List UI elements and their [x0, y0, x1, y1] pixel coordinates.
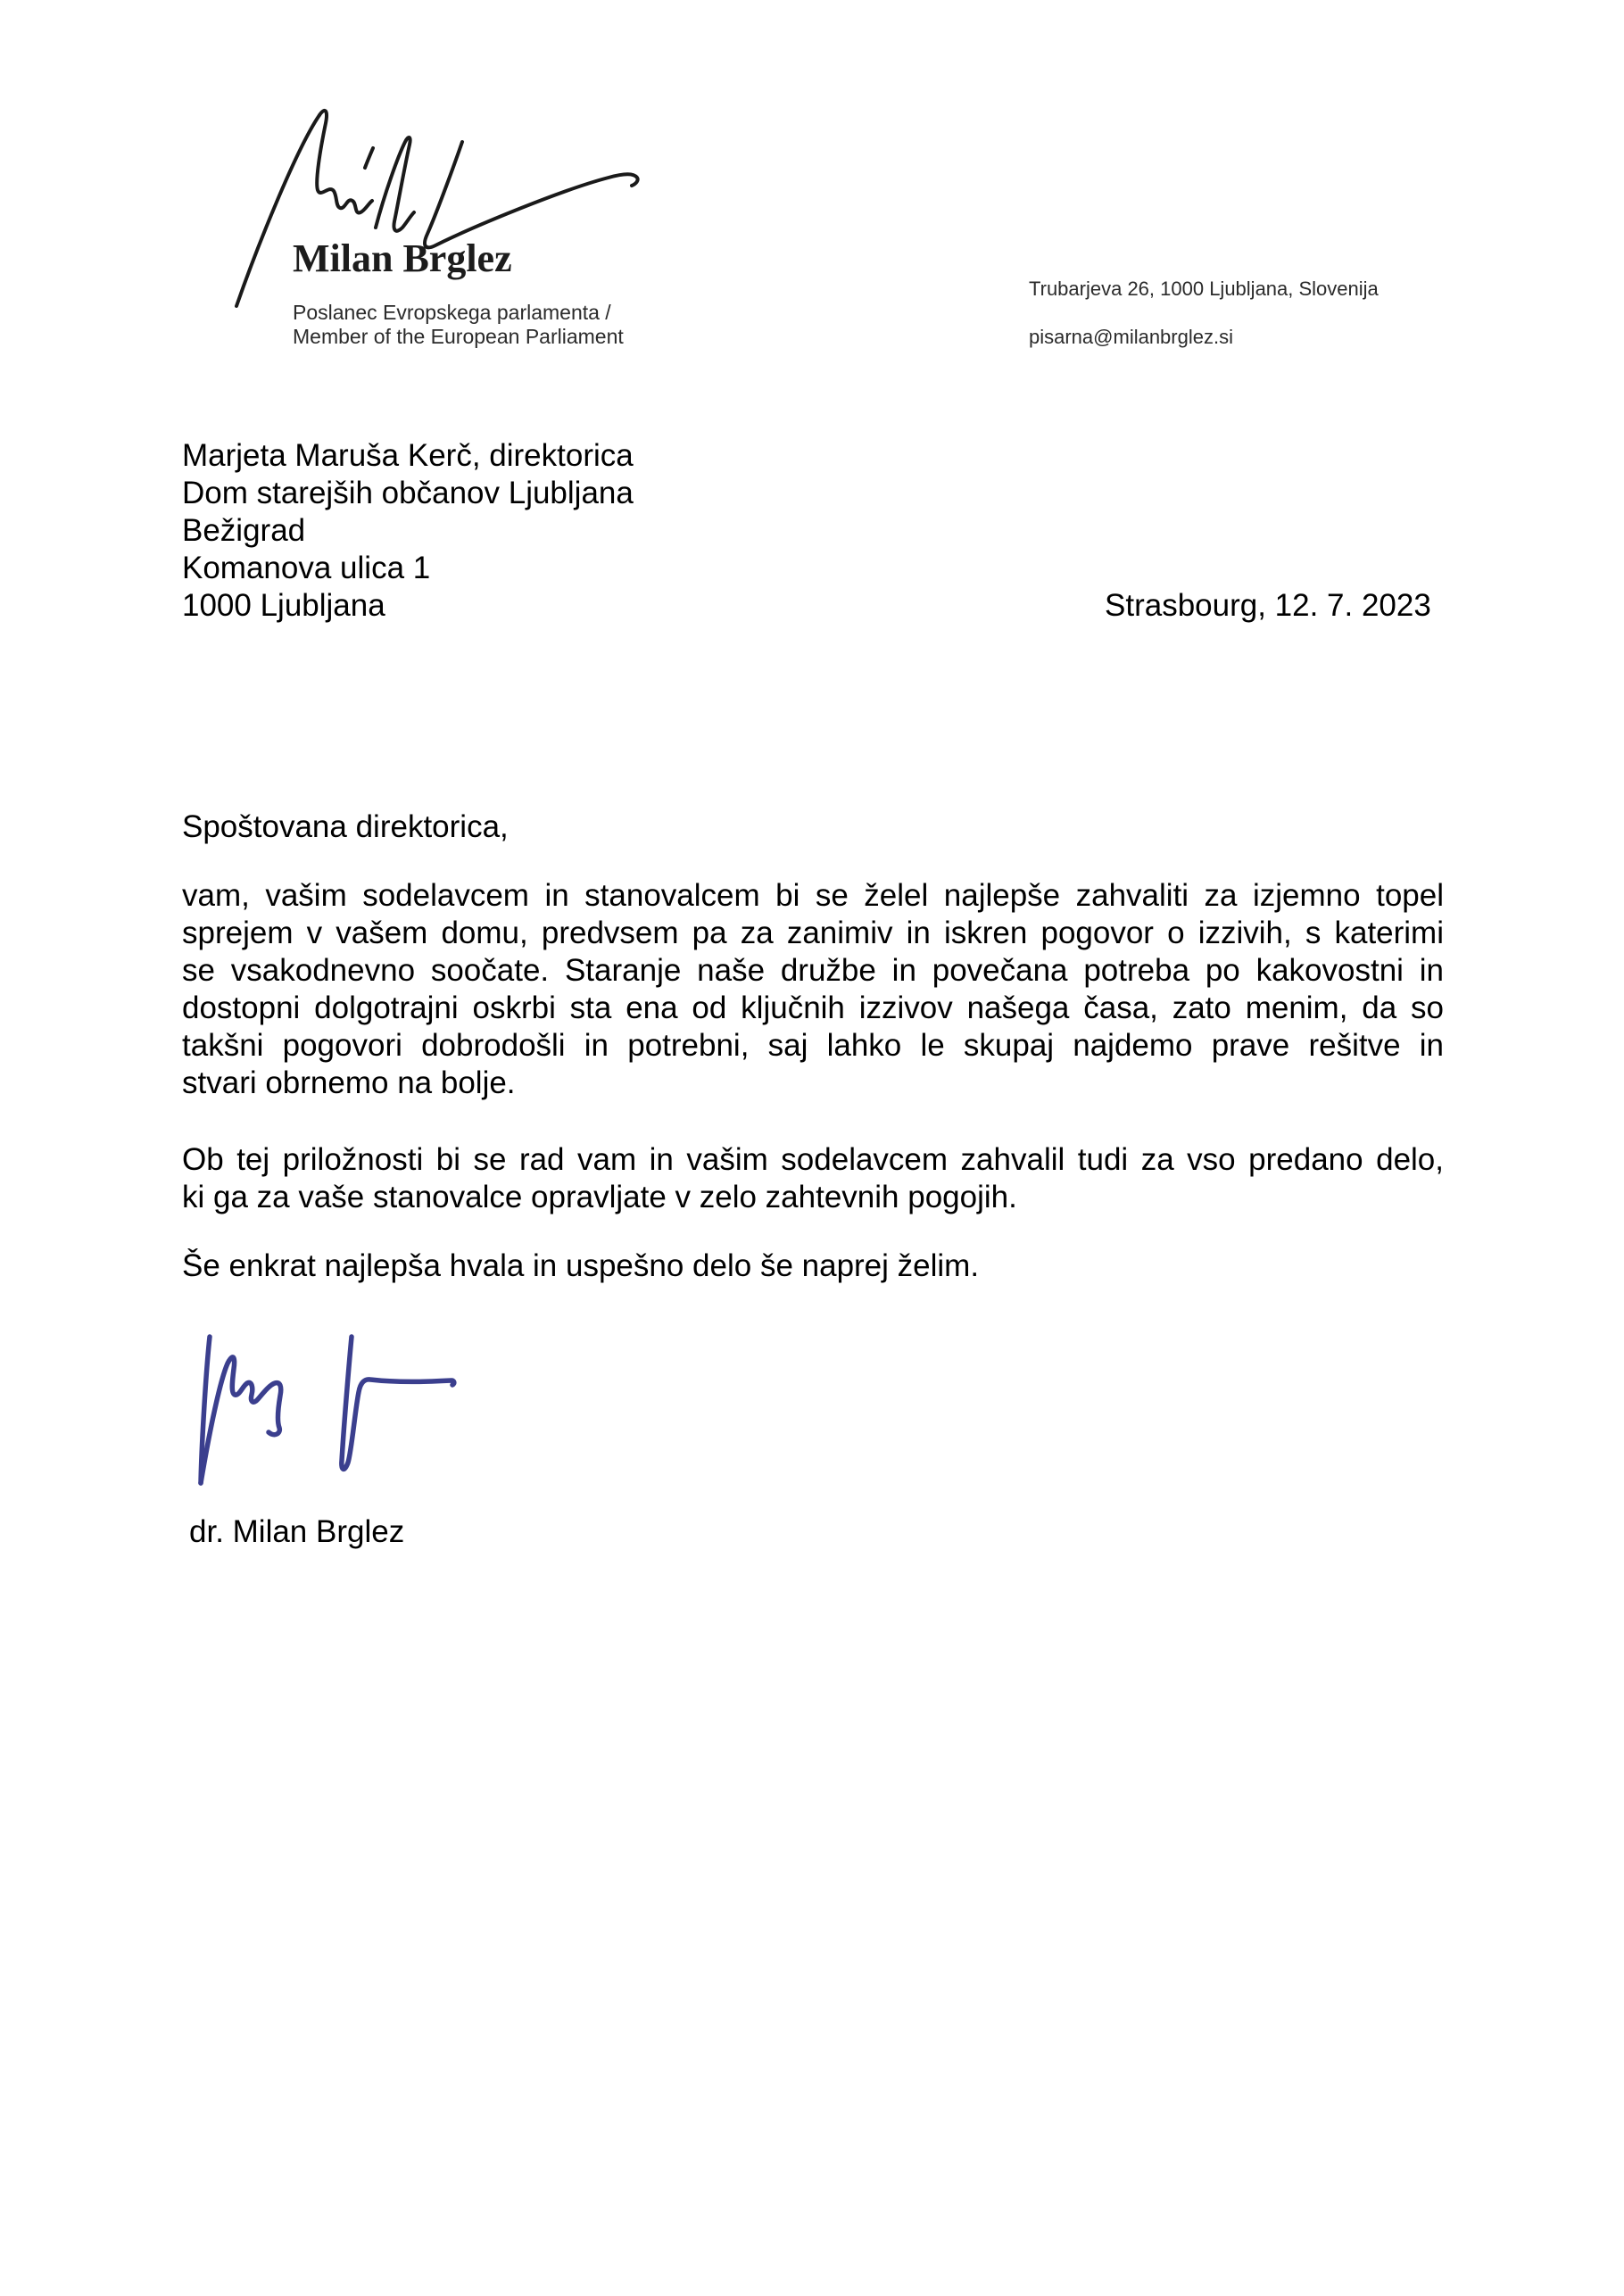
sender-email: pisarna@milanbrglez.si — [1029, 326, 1233, 348]
sender-role: Poslanec Evropskega parlamenta / Member of the European Parliament — [293, 301, 624, 348]
salutation: Spoštovana direktorica, — [182, 809, 509, 844]
handwritten-signature — [192, 1330, 460, 1490]
body-paragraph-3: Še enkrat najlepša hvala in uspešno delo še naprej želim. — [182, 1248, 980, 1283]
signoff-name: dr. Milan Brglez — [189, 1514, 405, 1549]
date-line: Strasbourg, 12. 7. 2023 — [1105, 588, 1431, 623]
body-paragraph-2: Ob tej priložnosti bi se rad vam in vašim sodelavcem zahvalil tudi za vso predano delo, ki ga za vaše stanovalce opravljate v zelo zahtevnih pogojih. — [182, 1142, 1444, 1214]
body-paragraph-1: vam, vašim sodelavcem in stanovalcem bi se želel najlepše zahvaliti za izjemno topel sprejem v vašem domu, predvsem pa za zanimiv in iskren pogovor o izzivih, s katerimi se vsakodnevno soočate. Staranje naše družbe in povečana potreba po kakovostni in dostopni dolgotrajni oskrbi sta ena od ključnih izzivov našega časa, zato menim, da so takšni pogovori dobrodošli in potrebni, saj lahko le skupaj najdemo prave rešitve in stvari obrnemo na bolje. — [182, 878, 1444, 1100]
sender-address: Trubarjeva 26, 1000 Ljubljana, Slovenija — [1029, 278, 1379, 300]
sender-name: Milan Brglez — [293, 236, 512, 280]
recipient-block: Marjeta Maruša Kerč, direktorica Dom starejših občanov Ljubljana Bežigrad Komanova ulica 1 1000 Ljubljana — [182, 438, 634, 623]
